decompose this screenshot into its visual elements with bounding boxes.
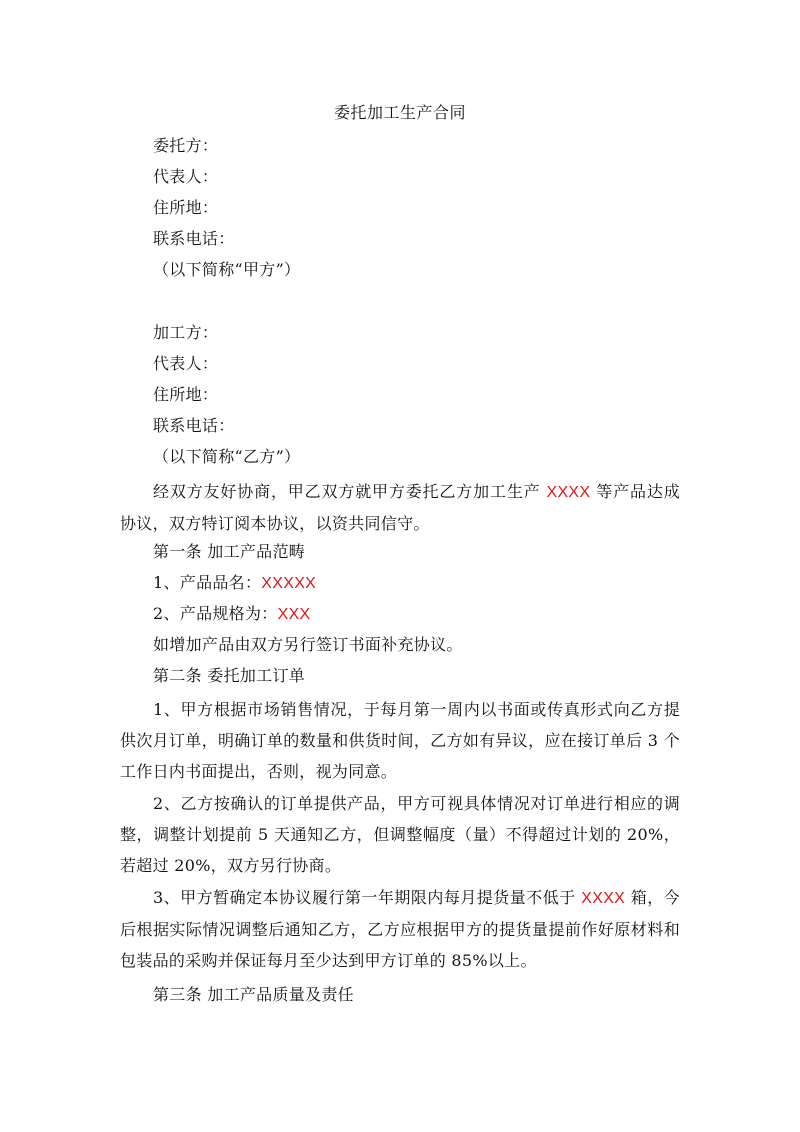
document-title: 委托加工生产合同 [333,103,466,122]
party-b-phone-line: 联系电话： [153,416,235,435]
intro-text-after: 等产品达成协议，双方特订阅本协议，以资共同信守。 [120,482,680,533]
article-2-paragraph-3 [120,882,680,976]
paragraph-3-text-before: 3、甲方暂确定本协议履行第一年期限内每月提货量不低于 [153,888,582,907]
product-name-label: 1、产品品名： [153,573,262,592]
intro-paragraph [120,476,680,539]
party-b-representative-line: 代表人： [153,354,219,373]
product-spec-label: 2、产品规格为： [153,604,278,623]
article-2-paragraph-1: 1、甲方根据市场销售情况，于每月第一周内以书面或传真形式向乙方提供次月订单，明确订单的数量和供货时间，乙方如有异议，应在接订单后 3 个工作日内书面提出，否则，视为同意。 [120,700,680,781]
article-1-heading: 第一条 加工产品范畴 [153,542,306,561]
paragraph-3-placeholder: XXXX [581,890,626,907]
party-b-alias-line: （以下简称“乙方”） [153,447,301,466]
party-a-phone-line: 联系电话： [153,229,235,248]
article-2-paragraph-2: 2、乙方按确认的订单提供产品，甲方可视具体情况对订单进行相应的调整，调整计划提前 5 天通知乙方，但调整幅度（量）不得超过计划的 20%，若超过 20%，双方另行协商。 [120,794,680,875]
article-2-heading: 第二条 委托加工订单 [153,666,306,685]
product-name-value: XXXXX [261,575,317,592]
intro-text-before: 经双方友好协商，甲乙双方就甲方委托乙方加工生产 [153,482,547,501]
article-3-heading: 第三条 加工产品质量及责任 [153,985,354,1004]
party-a-client-line: 委托方： [153,136,219,155]
intro-placeholder: XXXX [546,484,591,501]
party-b-address-line: 住所地： [153,385,219,404]
party-b-processor-line: 加工方： [153,323,219,342]
party-a-address-line: 住所地： [153,198,219,217]
article-1-item-1 [153,570,316,597]
paragraph-3-text-after: 箱，今后根据实际情况调整后通知乙方，乙方应根据甲方的提货量提前作好原材料和包装品的采购并保证每月至少达到甲方订单的 85%以上。 [120,888,680,970]
article-1-note: 如增加产品由双方另行签订书面补充协议。 [153,635,463,654]
party-a-representative-line: 代表人： [153,167,219,186]
party-a-alias-line: （以下简称“甲方”） [153,260,301,279]
product-spec-value: XXX [277,606,311,623]
article-1-item-2 [153,601,311,628]
